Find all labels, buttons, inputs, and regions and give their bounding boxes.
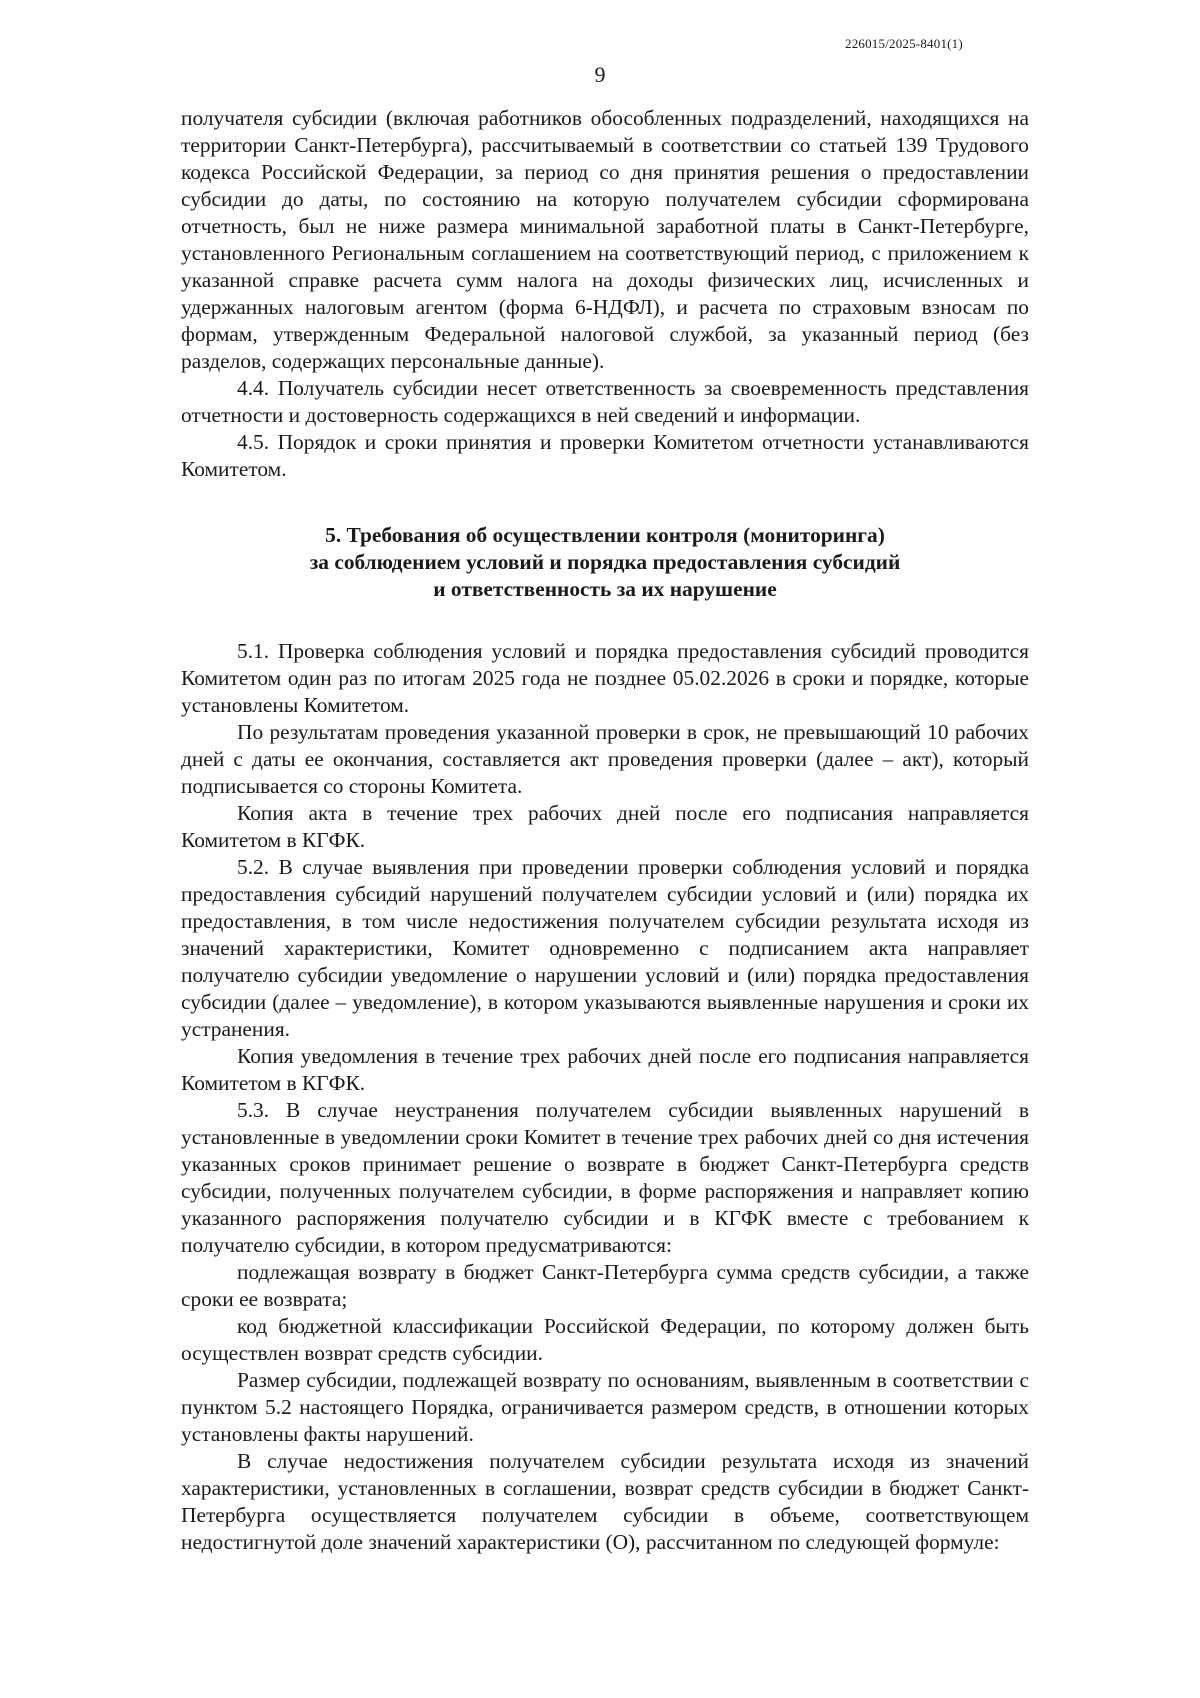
paragraph: 4.4. Получатель субсидии несет ответственность за своевременность представления отчетности и достоверность содержащихся в ней сведений и информации. [181, 376, 1029, 427]
paragraph: код бюджетной классификации Российской Федерации, по которому должен быть осуществлен возврат средств субсидии. [181, 1314, 1029, 1365]
paragraph: 4.5. Порядок и сроки принятия и проверки Комитетом отчетности устанавливаются Комитетом. [181, 430, 1029, 481]
paragraph: 5.2. В случае выявления при проведении проверки соблюдения условий и порядка предоставления субсидий нарушений получателем субсидии условий и (или) порядка их предоставления, в том числе недостижения получателем субсидии результата исходя из значений характеристики, Комитет одновременно с подписанием акта направляет получателю субсидии уведомление о нарушении условий и (или) порядка предоставления субсидии (далее – уведомление), в котором указываются выявленные нарушения и сроки их устранения. [181, 855, 1029, 1041]
page-number: 9 [594, 62, 606, 87]
document-id: 226015/2025-8401(1) [845, 36, 963, 51]
paragraph: 5.3. В случае неустранения получателем субсидии выявленных нарушений в установленные в уведомлении сроки Комитет в течение трех рабочих дней со дня истечения указанных сроков принимает решение о возврате в бюджет Санкт-Петербурга средств субсидии, полученных получателем субсидии, в форме распоряжения и направляет копию указанного распоряжения получателю субсидии и в КГФК вместе с требованием к получателю субсидии, в котором предусматриваются: [181, 1098, 1029, 1257]
section-heading-line: за соблюдением условий и порядка предоставления субсидий [309, 550, 901, 574]
paragraph: получателя субсидии (включая работников обособленных подразделений, находящихся на территории Санкт-Петербурга), рассчитываемый в соответствии со статьей 139 Трудового кодекса Российской Федерации, за период со дня принятия решения о предоставлении субсидии до даты, по состоянию на которую получателем субсидии сформирована отчетность, был не ниже размера минимальной заработной платы в Санкт-Петербурге, установленного Региональным соглашением на соответствующий период, с приложением к указанной справке расчета сумм налога на доходы физических лиц, исчисленных и удержанных налоговым агентом (форма 6-НДФЛ), и расчета по страховым взносам по формам, утвержденным Федеральной налоговой службой, за указанный период (без разделов, содержащих персональные данные). [181, 106, 1029, 373]
paragraph: подлежащая возврату в бюджет Санкт-Петербурга сумма средств субсидии, а также сроки ее возврата; [181, 1260, 1029, 1311]
paragraph: 5.1. Проверка соблюдения условий и порядка предоставления субсидий проводится Комитетом один раз по итогам 2025 года не позднее 05.02.2026 в сроки и порядке, которые установлены Комитетом. [181, 639, 1029, 717]
paragraph: В случае недостижения получателем субсидии результата исходя из значений характеристики, установленных в соглашении, возврат средств субсидии в бюджет Санкт-Петербурга осуществляется получателем субсидии в объеме, соответствующем недостигнутой доле значений характеристики (О), рассчитанном по следующей формуле: [181, 1449, 1029, 1554]
section-heading [181, 522, 1029, 603]
paragraph: По результатам проведения указанной проверки в срок, не превышающий 10 рабочих дней с даты ее окончания, составляется акт проведения проверки (далее – акт), который подписывается со стороны Комитета. [181, 720, 1029, 798]
section-heading-line: и ответственность за их нарушение [433, 577, 777, 601]
section-heading-line: 5. Требования об осуществлении контроля (мониторинга) [325, 523, 885, 547]
paragraph: Копия акта в течение трех рабочих дней после его подписания направляется Комитетом в КГФК. [181, 801, 1029, 852]
paragraph: Копия уведомления в течение трех рабочих дней после его подписания направляется Комитетом в КГФК. [181, 1044, 1029, 1095]
document-body [181, 105, 1029, 1556]
paragraph: Размер субсидии, подлежащей возврату по основаниям, выявленным в соответствии с пунктом 5.2 настоящего Порядка, ограничивается размером средств, в отношении которых установлены факты нарушений. [181, 1368, 1029, 1446]
